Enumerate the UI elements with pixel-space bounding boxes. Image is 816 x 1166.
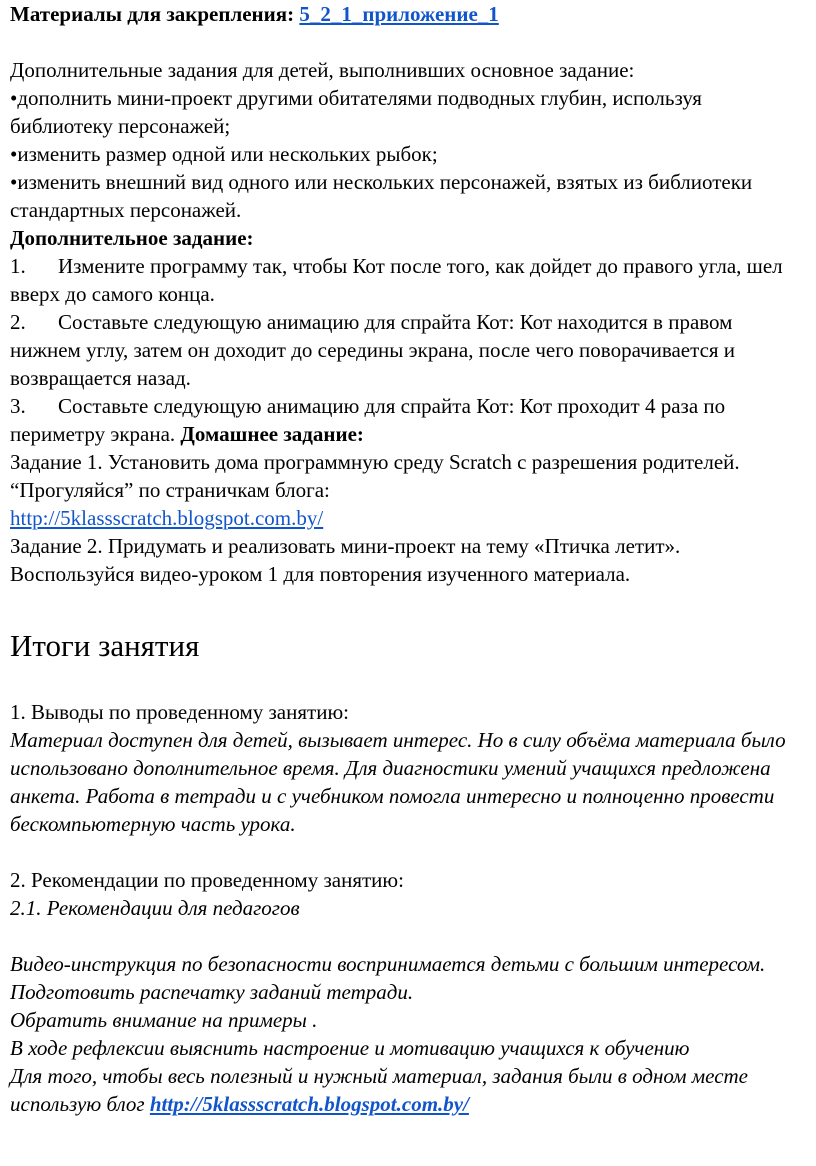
- recommendation-line: Видео-инструкция по безопасности воспринимается детьми с большим интересом.: [10, 952, 766, 976]
- item-number: 2.: [10, 310, 26, 334]
- conclusions-text: Материал доступен для детей, вызывает интерес. Но в силу объёма материала было использовано дополнительное время. Для диагностики умений учащихся предложена анкета. Работа в тетради и с учебником помогла интересно и полноценно провести бескомпьютерную часть урока.: [10, 728, 786, 836]
- extra-task-bullet: •дополнить мини-проект другими обитателями подводных глубин, используя библиотеку персонажей;: [10, 86, 702, 138]
- spacer: [10, 28, 806, 56]
- recommendation-blog-line: [10, 1062, 806, 1118]
- extra-task-bullet: •изменить внешний вид одного или нескольких персонажей, взятых из библиотеки стандартных персонажей.: [10, 170, 753, 222]
- additional-task-item: [10, 392, 806, 448]
- recommendation-line: Обратить внимание на примеры .: [10, 1008, 318, 1032]
- item-text: Составьте следующую анимацию для спрайта Кот: Кот находится в правом нижнем углу, затем он доходит до середины экрана, после чего поворачивается и возвращается назад.: [10, 310, 736, 390]
- recommendation-line: В ходе рефлексии выяснить настроение и мотивацию учащихся к обучению: [10, 1036, 690, 1060]
- homework-task-1: Задание 1. Установить дома программную среду Scratch с разрешения родителей. “Прогуляйся” по страничкам блога:: [10, 450, 740, 502]
- item-number: 1.: [10, 254, 26, 278]
- spacer: [10, 588, 806, 628]
- additional-task-item: [10, 252, 806, 308]
- item-number: 3.: [10, 394, 26, 418]
- blog-link[interactable]: http://5klassscratch.blogspot.com.by/: [10, 506, 324, 530]
- appendix-link[interactable]: 5_2_1_приложение_1: [299, 2, 499, 26]
- recommendation-line: Для того, чтобы весь полезный и нужный материал, задания были в одном месте использую блог: [10, 1064, 749, 1116]
- recommendation-line: Подготовить распечатку заданий тетради.: [10, 980, 414, 1004]
- item-text: Составьте следующую анимацию для спрайта Кот: Кот проходит 4 раза по периметру экрана.: [10, 394, 726, 446]
- item-text: Измените программу так, чтобы Кот после того, как дойдет до правого угла, шел вверх до самого конца.: [10, 254, 783, 306]
- homework-task-2: Задание 2. Придумать и реализовать мини-проект на тему «Птичка летит». Воспользуйся видео-уроком 1 для повторения изученного материала.: [10, 534, 681, 586]
- section-heading: Итоги занятия: [10, 628, 200, 663]
- spacer: [10, 664, 806, 698]
- blog-link-bottom[interactable]: http://5klassscratch.blogspot.com.by/: [149, 1092, 469, 1116]
- additional-task-item: [10, 308, 806, 392]
- homework-label: Домашнее задание:: [180, 422, 364, 446]
- recommendations-label: 2. Рекомендации по проведенному занятию:: [10, 868, 404, 892]
- spacer: [10, 922, 806, 950]
- recommendations-subheading: 2.1. Рекомендации для педагогов: [10, 896, 300, 920]
- extra-tasks-intro: Дополнительные задания для детей, выполнивших основное задание:: [10, 58, 635, 82]
- materials-line: [10, 0, 806, 28]
- spacer: [10, 838, 806, 866]
- extra-task-bullet: •изменить размер одной или нескольких рыбок;: [10, 142, 438, 166]
- additional-task-title: Дополнительное задание:: [10, 226, 254, 250]
- materials-label: Материалы для закрепления:: [10, 2, 295, 26]
- conclusions-label: 1. Выводы по проведенному занятию:: [10, 700, 349, 724]
